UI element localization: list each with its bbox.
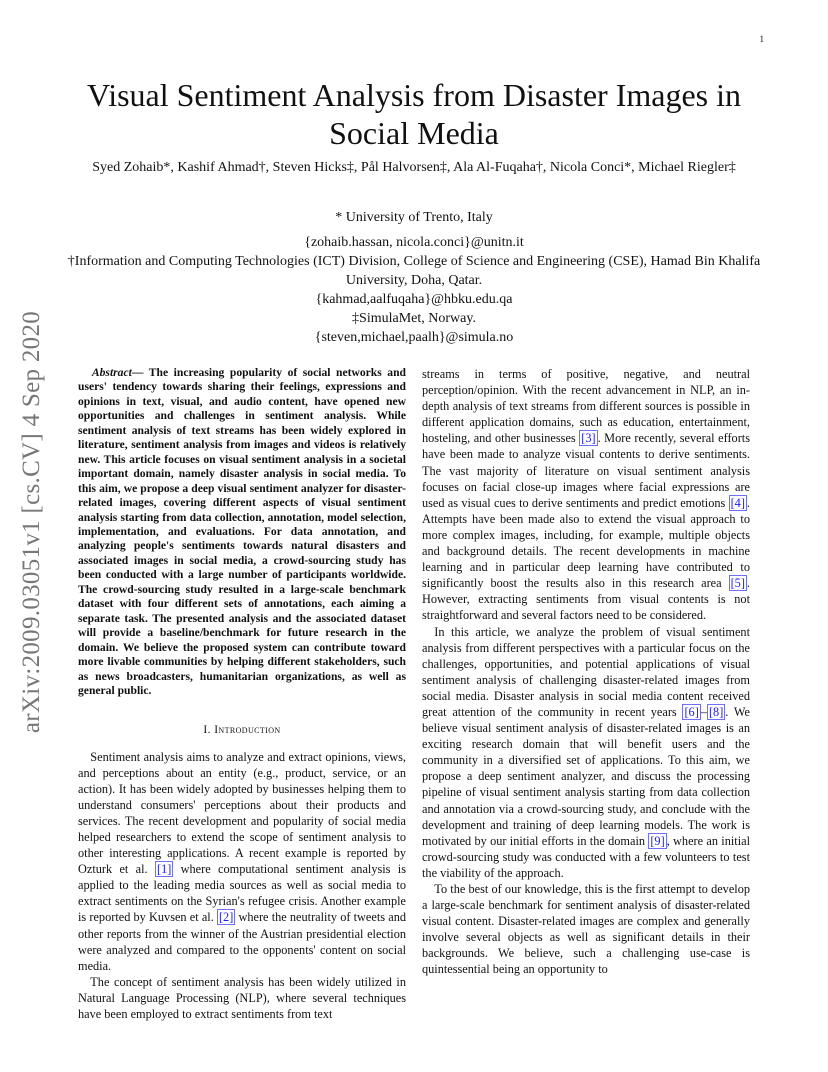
arxiv-id: arXiv:2009.03051v1 [cs.CV] 4 Sep 2020: [18, 310, 45, 734]
paper-title: Visual Sentiment Analysis from Disaster Images in Social Media: [87, 77, 741, 151]
affiliations: [60, 208, 768, 347]
email-trento: {zohaib.hassan, nicola.conci}@unitn.it: [304, 235, 524, 250]
email-simula: {steven,michael,paalh}@simula.no: [314, 330, 514, 345]
citation-link[interactable]: [8]: [708, 704, 724, 719]
text-run: streams in terms of positive, negative, and neutral perception/opinion. With the recent advancement in NLP, an in-depth analysis of text streams from different sources is possible in different application domains, such as education, entertainment, hosteling, and other businesses: [422, 367, 750, 446]
right-column: [422, 366, 750, 978]
citation-link[interactable]: [9]: [650, 833, 665, 848]
citation-link[interactable]: [4]: [730, 495, 745, 510]
abstract: [78, 366, 406, 698]
abstract-label: Abstract: [91, 366, 132, 379]
paragraph: The concept of sentiment analysis has been widely utilized in Natural Language Processing (NLP), where several techniques have been employed to extract sentiments from text: [78, 974, 406, 1022]
text-run: where computational sentiment analysis is applied to the leading media sources as well as social media to extract sentiments on the Syrian's refugee crisis. Another example is reported by Kuvsen et al.: [78, 862, 406, 925]
paragraph: [422, 366, 750, 624]
email-hbku: {kahmad,aalfuqaha}@hbku.edu.qa: [315, 292, 513, 307]
paragraph: [78, 749, 406, 974]
affiliation-simula: ‡SimulaMet, Norway.: [352, 311, 476, 326]
affiliation-trento: * University of Trento, Italy: [335, 210, 493, 225]
author-list: Syed Zohaib*, Kashif Ahmad†, Steven Hicks‡, Pål Halvorsen‡, Ala Al-Fuqaha†, Nicola Conci*, Michael Riegler‡: [92, 160, 736, 175]
text-run: . However, extracting sentiments from visual contents is not straightforward and several factors need to be considered.: [422, 576, 750, 623]
text-run: where the neutrality of tweets and other reports from the winner of the Austrian presidential election were analyzed and compared to the opponents' content on social media.: [78, 910, 406, 973]
citation-link[interactable]: [6]: [684, 704, 699, 719]
text-run: –: [700, 704, 707, 719]
citation-link[interactable]: [2]: [218, 910, 234, 925]
arxiv-watermark: [14, 292, 50, 752]
text-run: . Attempts have been made also to extend the visual approach to more complex images, including, for example, multiple objects and background details. The recent developments in machine learning and in particular deep learning have contributed to significantly boost the results also in this research area: [422, 495, 750, 591]
citation-link[interactable]: [5]: [730, 576, 745, 591]
text-run: , where an initial crowd-sourcing study was conducted with a few volunteers to test the viability of the approach.: [422, 833, 750, 880]
text-run: . More recently, several efforts have been made to analyze visual contents to derive sentiments. The vast majority of literature on visual sentiment analysis focuses on facial close-up images where facial expressions are used as visual cues to derive sentiments and predict emotions: [422, 431, 750, 510]
paragraph: [422, 624, 750, 882]
left-column: [78, 366, 406, 1022]
abstract-text: — The increasing popularity of social networks and users' tendency towards sharing their feelings, expressions and opinions in text, visual, and audio content, have opened new opportunities and challenges in sentiment analysis. While sentiment analysis of text streams has been widely explored in literature, sentiment analysis from images and videos is relatively new. This article focuses on visual sentiment analysis in a societal important domain, namely disaster analysis in social media. To this aim, we propose a deep visual sentiment analyzer for disaster-related images, covering different aspects of visual sentiment analysis starting from data collection, annotation, model selection, implementation, and evaluations. For data annotation, and analyzing people's sentiments towards natural disasters and associated images in social media, a crowd-sourcing study has been conducted with a large number of participants worldwide. The crowd-sourcing study resulted in a large-scale benchmark dataset with four different sets of annotations, each aiming a separate task. The presented analysis and the associated dataset will provide a baseline/benchmark for future research in the domain. We believe the proposed system can contribute toward more livable communities by helping different stakeholders, such as news broadcasters, humanitarian organizations, as well as general public.: [78, 366, 406, 697]
text-run: In this article, we analyze the problem of visual sentiment analysis from different perspectives with a particular focus on the challenges, opportunities, and potential applications of visual sentiment analysis of challenging disaster-related images from social media. Disaster analysis in social media content received great attention of the community in recent years: [422, 624, 750, 719]
text-run: . We believe visual sentiment analysis of disaster-related images is an exciting research domain that will benefit users and the community in a diversified set of applications. To this aim, we propose a deep sentiment analyzer, and discuss the processing pipeline of visual sentiment analysis starting from data collection and annotation via a crowd-sourcing study, and conclude with the development and training of deep learning models. The work is motivated by our initial efforts in the domain: [422, 704, 750, 848]
section-number: I.: [203, 724, 211, 737]
citation-link[interactable]: [3]: [581, 431, 596, 446]
section-heading: [78, 722, 406, 738]
citation-link[interactable]: [1]: [156, 862, 172, 877]
text-run: Sentiment analysis aims to analyze and extract opinions, views, and perceptions about an entity (e.g., product, service, or an action). It has been widely adopted by businesses helping them to understand consumers' perceptions about their products and services. The recent development and popularity of social media helped researchers to extend the scope of sentiment analysis to other interesting applications. A recent example is reported by Ozturk et al.: [78, 749, 406, 877]
paragraph: To the best of our knowledge, this is the first attempt to develop a large-scale benchmark for sentiment analysis of disaster-related visual content. Disaster-related images are complex and generally involve several objects as well as significant details in their backgrounds. We believe, such a challenging use-case is quintessential being an opportunity to: [422, 882, 750, 977]
section-title: Introduction: [214, 724, 281, 737]
page-number: 1: [759, 34, 764, 44]
affiliation-hbku: †Information and Computing Technologies (ICT) Division, College of Science and Engineering (CSE), Hamad Bin Khalifa University, Doha, Qatar.: [67, 254, 761, 288]
